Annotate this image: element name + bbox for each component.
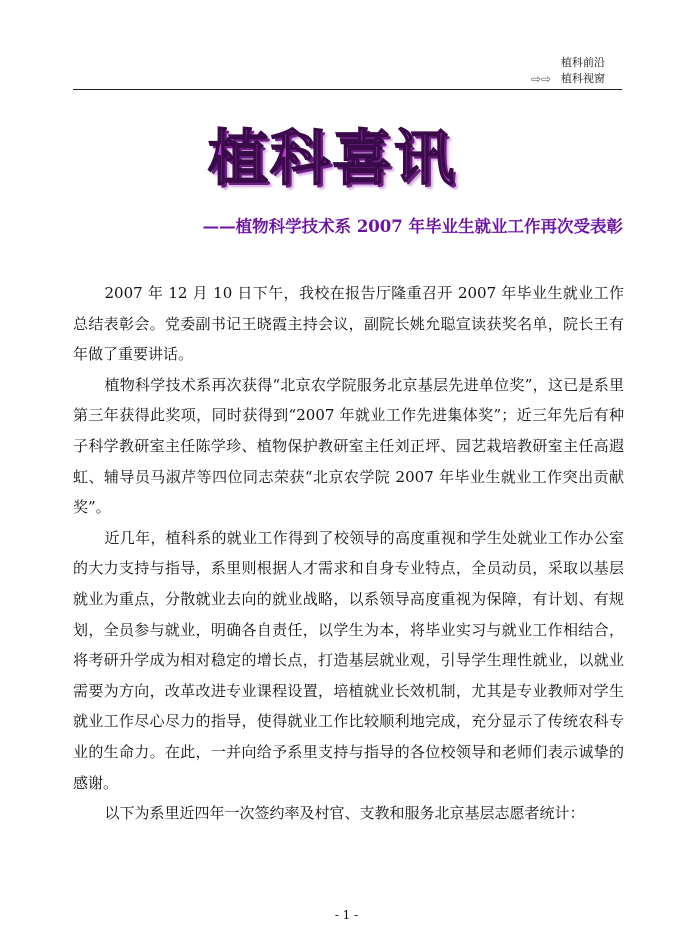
header-link-top[interactable]: 植科前沿: [561, 56, 605, 69]
paragraph-2: 植物科学技术系再次获得“北京农学院服务北京基层先进单位奖”，这已是系里第三年获得此奖项，同时获得到“2007 年就业工作先进集体奖”；近三年先后有种子科学教研室主任陈学珍、植物保护教研室主任刘正坪、园艺栽培教研室主任高遐虹、辅导员马淑芹等四位同志荣获“北京农学院 2007 年毕业生就业工作突出贡献奖”。: [73, 375, 624, 517]
page-number: - 1 -: [334, 908, 359, 922]
header-link-bottom[interactable]: 植科视窗: [561, 72, 605, 85]
header-link-row-top: [561, 55, 605, 71]
paragraph-4: 以下为系里近四年一次签约率及村官、支教和服务北京基层志愿者统计：: [104, 804, 585, 823]
paragraph-1: 2007 年 12 月 10 日下午，我校在报告厅隆重召开 2007 年毕业生就业工作总结表彰会。党委副书记王晓霞主持会议，副院长姚允聪宣读获奖名单，院长王有年做了重要讲话。: [73, 284, 624, 364]
title-art-text: 植科喜讯: [208, 124, 456, 194]
header-links: [531, 55, 605, 87]
paragraph-3: 近几年，植科系的就业工作得到了校领导的高度重视和学生处就业工作办公室的大力支持与指导，系里则根据人才需求和自身专业特点，全员动员，采取以基层就业为重点，分散就业去向的就业战略，以系领导高度重视为保障，有计划、有规划，全员参与就业，明确各自责任，以学生为本，将毕业实习与就业工作相结合，将考研升学成为相对稳定的增长点，打造基层就业观，引导学生理性就业，以就业需要为方向，改革改进专业课程设置，培植就业长效机制，尤其是专业教师对学生就业工作尽心尽力的指导，使得就业工作比较顺利地完成，充分显示了传统农科专业的生命力。在此，一并向给予系里支持与指导的各位校领导和老师们表示诚挚的感谢。: [73, 528, 624, 792]
header-link-row-bottom: [531, 71, 605, 87]
header-divider: [73, 89, 622, 90]
article-subtitle: ——植物科学技术系 2007 年毕业生就业工作再次受表彰: [202, 217, 623, 236]
title-art: [208, 118, 488, 200]
article-body: [73, 278, 624, 829]
double-right-arrow-icon: ⇨⇨: [531, 72, 552, 86]
